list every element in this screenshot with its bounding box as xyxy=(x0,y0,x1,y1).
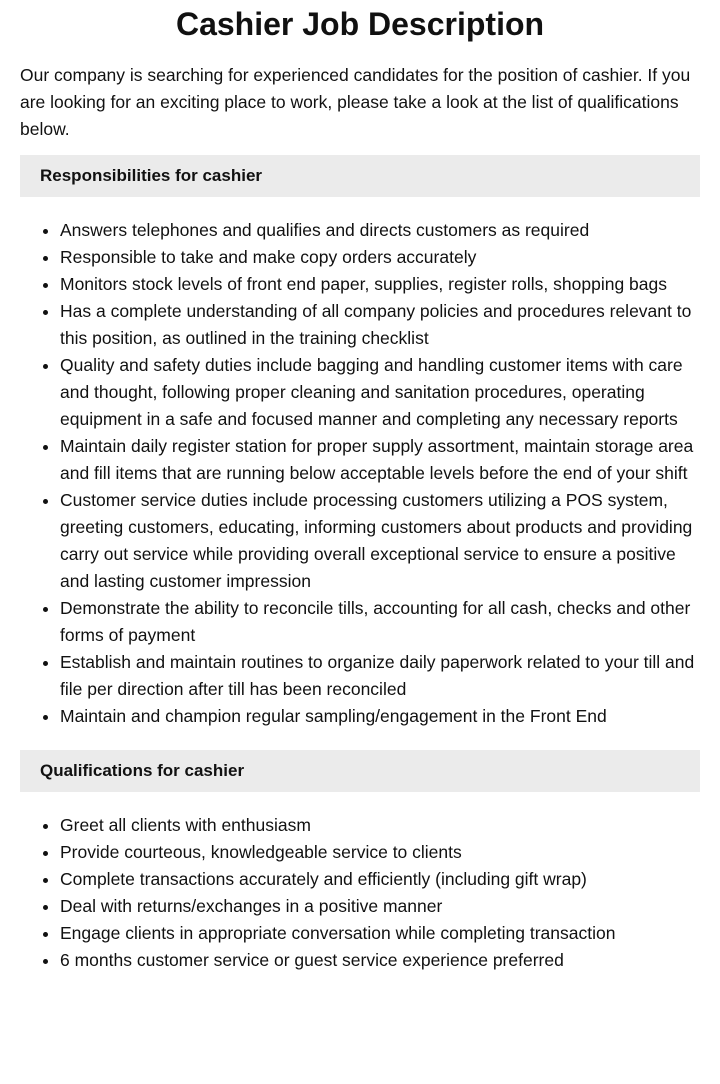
responsibilities-list xyxy=(20,217,700,730)
page-title: Cashier Job Description xyxy=(175,6,545,42)
intro-paragraph: Our company is searching for experienced candidates for the position of cashier. If you are looking for an exciting place to work, please take a look at the list of qualifications below. xyxy=(20,65,691,139)
qualifications-heading: Qualifications for cashier xyxy=(20,750,700,792)
list-item: • Quality and safety duties include bagging and handling customer items with care and thought, following proper cleaning and sanitation procedures, operating equipment in a safe and focused manner and completing any necessary reports xyxy=(60,352,700,433)
list-item: • Maintain and champion regular sampling/engagement in the Front End xyxy=(60,703,700,730)
list-item: • Greet all clients with enthusiasm xyxy=(60,812,700,839)
list-item: • Responsible to take and make copy orders accurately xyxy=(60,244,700,271)
list-item: • Engage clients in appropriate conversation while completing transaction xyxy=(60,920,700,947)
list-item: • Complete transactions accurately and efficiently (including gift wrap) xyxy=(60,866,700,893)
list-item: • Provide courteous, knowledgeable service to clients xyxy=(60,839,700,866)
list-item: • Maintain daily register station for proper supply assortment, maintain storage area and fill items that are running below acceptable levels before the end of your shift xyxy=(60,433,700,487)
list-item: • Monitors stock levels of front end paper, supplies, register rolls, shopping bags xyxy=(60,271,700,298)
list-item: • Deal with returns/exchanges in a positive manner xyxy=(60,893,700,920)
list-item: • Establish and maintain routines to organize daily paperwork related to your till and file per direction after till has been reconciled xyxy=(60,649,700,703)
list-item: • Has a complete understanding of all company policies and procedures relevant to this position, as outlined in the training checklist xyxy=(60,298,700,352)
list-item: • Answers telephones and qualifies and directs customers as required xyxy=(60,217,700,244)
list-item: • Customer service duties include processing customers utilizing a POS system, greeting customers, educating, informing customers about products and providing carry out service while providing overall exceptional service to ensure a positive and lasting customer impression xyxy=(60,487,700,595)
responsibilities-heading: Responsibilities for cashier xyxy=(20,155,700,197)
list-item: • Demonstrate the ability to reconcile tills, accounting for all cash, checks and other forms of payment xyxy=(60,595,700,649)
list-item: • 6 months customer service or guest service experience preferred xyxy=(60,947,700,974)
qualifications-list xyxy=(20,812,700,974)
